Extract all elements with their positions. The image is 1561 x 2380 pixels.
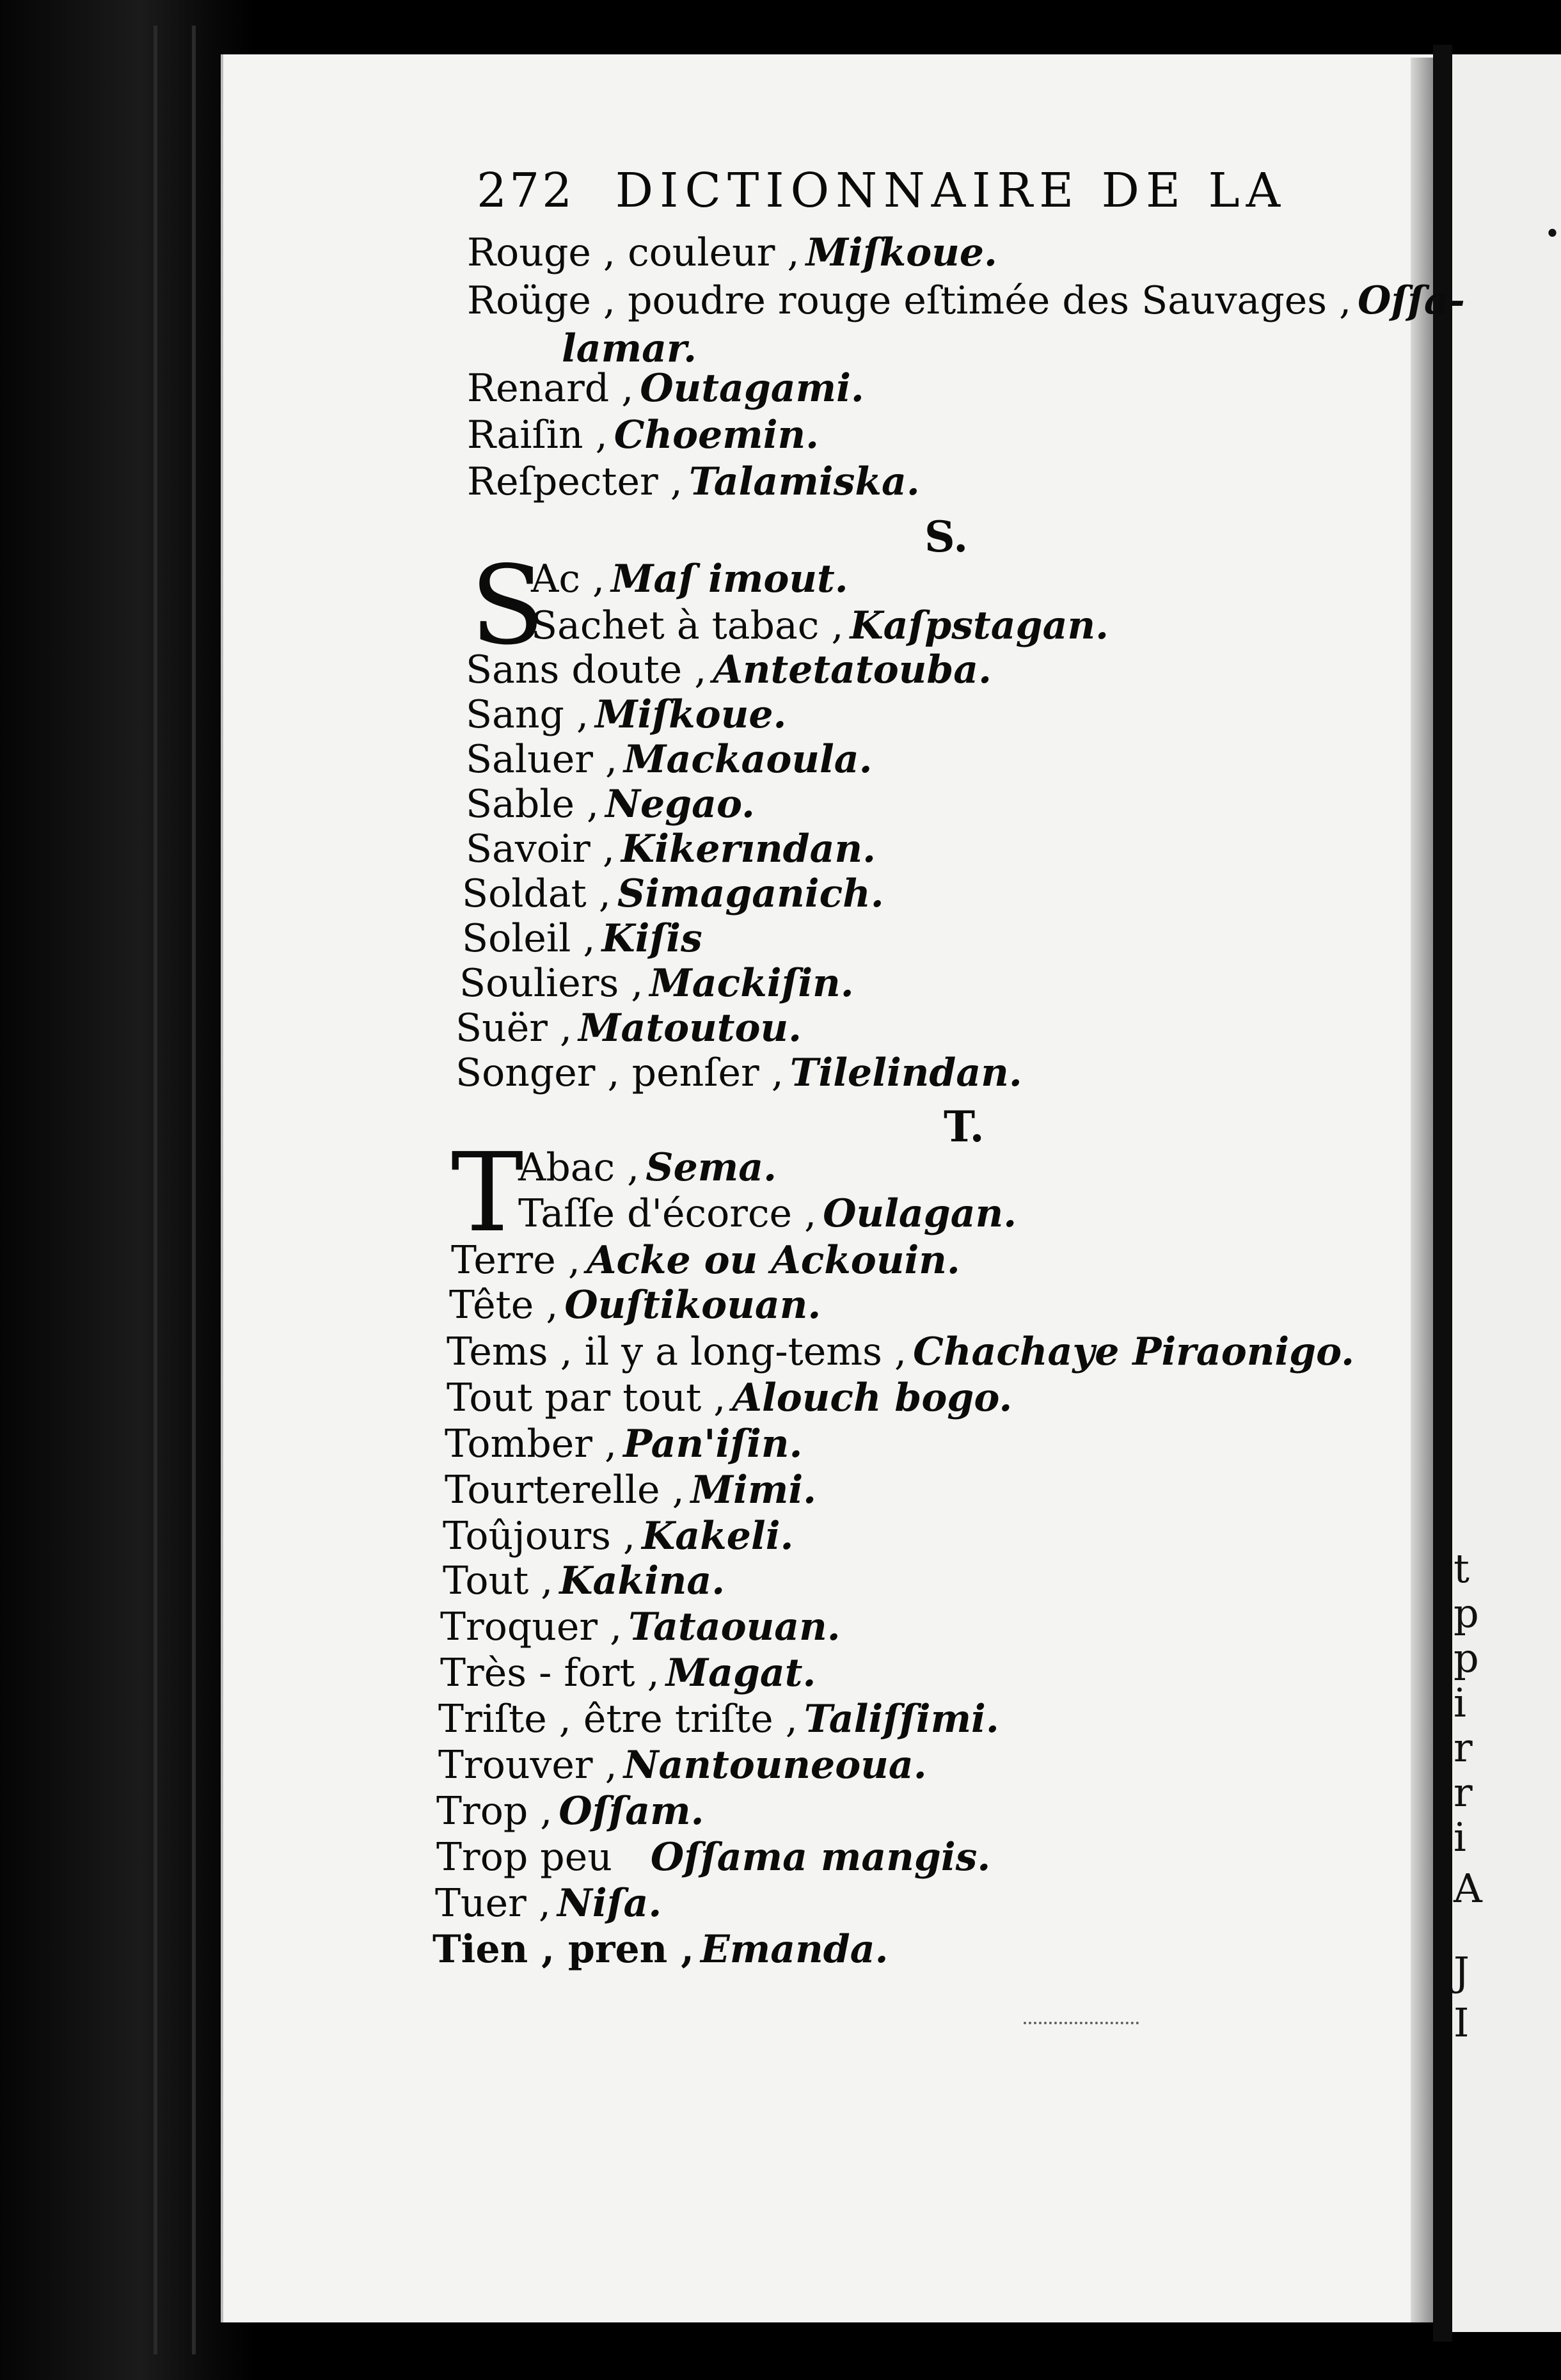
entry-translation: Oſſam. [559, 1789, 704, 1834]
entry-translation: Niſa. [557, 1881, 662, 1926]
section-heading: S. [924, 512, 969, 562]
section-heading: T. [944, 1102, 985, 1152]
dictionary-entry [518, 1145, 777, 1190]
dictionary-entry [467, 413, 819, 457]
entry-term: Très - fort , [440, 1651, 660, 1695]
entry-translation: Ouſtikouan. [564, 1283, 821, 1328]
entry-translation: Kakina. [559, 1559, 725, 1603]
dictionary-entry [445, 1468, 816, 1512]
entry-translation: Alouch bogo. [732, 1376, 1013, 1420]
dictionary-entry [456, 1051, 1022, 1095]
dictionary-entry [447, 1329, 1354, 1374]
entry-translation: Taliſſimi. [804, 1697, 999, 1741]
dictionary-entry [443, 1559, 725, 1603]
entry-translation: Kaſpstagan. [850, 603, 1109, 648]
dictionary-entry [467, 459, 920, 504]
entry-term: Tomber , [445, 1422, 617, 1466]
entry-translation: Nantouneoua. [623, 1743, 927, 1788]
dictionary-entry [438, 1697, 999, 1741]
dictionary-entry [440, 1651, 816, 1695]
next-page-glyph: A [1454, 1865, 1482, 1912]
dictionary-entry [432, 1927, 888, 1972]
spine-edge [192, 26, 196, 2354]
entry-term: Abac , [518, 1145, 640, 1190]
entry-term: Sans doute , [466, 647, 707, 692]
entry-translation: Oſſama mangis. [650, 1835, 991, 1880]
entry-translation: Oulagan. [823, 1191, 1017, 1236]
entry-term: Soldat , [462, 871, 611, 916]
entry-term: Tourterelle , [445, 1468, 685, 1512]
dictionary-entry [467, 366, 864, 411]
next-page-glyph: r [1454, 1769, 1473, 1816]
entry-term: Tout par tout , [447, 1376, 726, 1420]
entry-term: Savoir , [466, 827, 615, 871]
entry-translation: Pan'iſin. [623, 1422, 803, 1466]
entry-term: Roüge , poudre rouge eſtimée des Sauvages , [467, 278, 1352, 323]
entry-term: Rouge , couleur , [467, 230, 800, 275]
running-title: DICTIONNAIRE DE LA [615, 163, 1287, 218]
next-page-glyph: I [1454, 1999, 1470, 2046]
entry-term: Tête , [449, 1283, 559, 1328]
entry-translation: Kakeli. [642, 1514, 794, 1559]
entry-term: Trop peu [436, 1835, 612, 1880]
entry-term: Tuer , [435, 1881, 551, 1926]
entry-term: Taſſe d'écorce , [518, 1191, 817, 1236]
next-page-glyph: J [1454, 1948, 1470, 1995]
next-page-glyph: p [1454, 1635, 1479, 1681]
page-edge-shadow [1411, 58, 1433, 2322]
entry-translation: Sema. [646, 1145, 777, 1190]
dictionary-entry [466, 737, 873, 782]
next-page-glyph: p [1454, 1590, 1479, 1637]
entry-translation: Kikerından. [621, 827, 876, 871]
entry-translation: Simaganich. [617, 871, 884, 916]
running-header [477, 163, 1372, 218]
dictionary-entry [462, 916, 702, 961]
book-spine [0, 0, 256, 2380]
entry-term: Saluer , [466, 737, 618, 782]
entry-translation: Negao. [605, 782, 755, 827]
entry-translation: Maſ imout. [611, 557, 848, 601]
entry-term: Sachet à tabac , [531, 603, 844, 648]
dictionary-entry [531, 603, 1109, 648]
entry-translation: Chachaye Piraonigo. [913, 1329, 1354, 1374]
next-page-glyph: i [1454, 1814, 1466, 1860]
end-ornament [1024, 2022, 1139, 2031]
entry-translation: Miſkoue. [595, 692, 787, 737]
page-number: 272 [477, 163, 575, 218]
dictionary-entry [451, 1238, 960, 1283]
entry-translation: Matoutou. [578, 1006, 802, 1051]
dictionary-entry [466, 692, 786, 737]
entry-translation: Emanda. [701, 1927, 889, 1972]
entry-term: Terre , [451, 1238, 580, 1283]
dictionary-entry [459, 961, 854, 1006]
entry-translation: Acke ou Ackouin. [586, 1238, 960, 1283]
dictionary-entry [456, 1006, 802, 1051]
next-page-glyph: r [1454, 1724, 1473, 1771]
entry-translation: Outagami. [640, 366, 864, 411]
entry-translation: Mackaoula. [624, 737, 873, 782]
entry-translation: Tilelindan. [789, 1051, 1022, 1095]
entry-translation: Mackiſin. [649, 961, 854, 1006]
entry-term: Renard , [467, 366, 634, 411]
dictionary-entry [438, 1743, 927, 1788]
entry-term: Souliers , [459, 961, 644, 1006]
dictionary-entry [467, 278, 1465, 323]
spine-edge [154, 26, 157, 2354]
dictionary-entry [436, 1835, 990, 1880]
entry-term: Songer , penſer , [456, 1051, 784, 1095]
entry-term: Ac , [531, 557, 605, 601]
dictionary-entry [445, 1422, 802, 1466]
entry-term: Trop , [436, 1789, 553, 1834]
next-page-glyph: · [1545, 208, 1560, 258]
entry-term: Raiſin , [467, 413, 608, 457]
dictionary-entry [447, 1376, 1012, 1420]
dictionary-entry [462, 871, 884, 916]
entry-term: Tems , il y a long-tems , [447, 1329, 907, 1374]
dictionary-entry [443, 1514, 793, 1559]
entry-translation: Miſkoue. [805, 230, 997, 275]
dictionary-entry [518, 1191, 1017, 1236]
entry-term: Soleil , [462, 916, 596, 961]
entry-translation: Antetatouba. [713, 647, 992, 692]
book-gutter [1433, 45, 1452, 2342]
dictionary-entry [435, 1881, 662, 1926]
entry-continuation: lamar. [562, 326, 697, 371]
dictionary-entry [466, 782, 755, 827]
dictionary-entry [467, 230, 997, 275]
entry-translation: Oſſa- [1358, 278, 1465, 323]
dictionary-entry [449, 1283, 821, 1328]
entry-term: Troquer , [440, 1605, 622, 1649]
entry-translation: Magat. [665, 1651, 816, 1695]
entry-term: Toûjours , [443, 1514, 636, 1559]
next-page-glyph: t [1454, 1545, 1470, 1592]
entry-term: Tien , pren , [432, 1927, 695, 1972]
dictionary-entry [466, 827, 876, 871]
entry-term: Sable , [466, 782, 599, 827]
entry-term: Triſte , être triſte , [438, 1697, 798, 1741]
entry-term: Tout , [443, 1559, 553, 1603]
right-page-fragment [1452, 54, 1561, 2332]
dictionary-entry [436, 1789, 704, 1834]
entry-term: Trouver , [438, 1743, 617, 1788]
entry-term: Sang , [466, 692, 589, 737]
entry-term: Reſpecter , [467, 459, 683, 504]
entry-translation: Choemin. [614, 413, 820, 457]
drop-cap: T [451, 1130, 524, 1257]
next-page-glyph: i [1454, 1679, 1466, 1726]
entry-term: Suër , [456, 1006, 573, 1051]
dictionary-entry [440, 1605, 841, 1649]
entry-translation: Mimi. [690, 1468, 817, 1512]
dictionary-entry [466, 647, 992, 692]
entry-translation: Talamiska. [688, 459, 920, 504]
dictionary-entry [531, 557, 848, 601]
entry-translation: Kiſis [601, 916, 702, 961]
entry-translation: Tataouan. [628, 1605, 841, 1649]
drop-cap: S [470, 543, 545, 669]
